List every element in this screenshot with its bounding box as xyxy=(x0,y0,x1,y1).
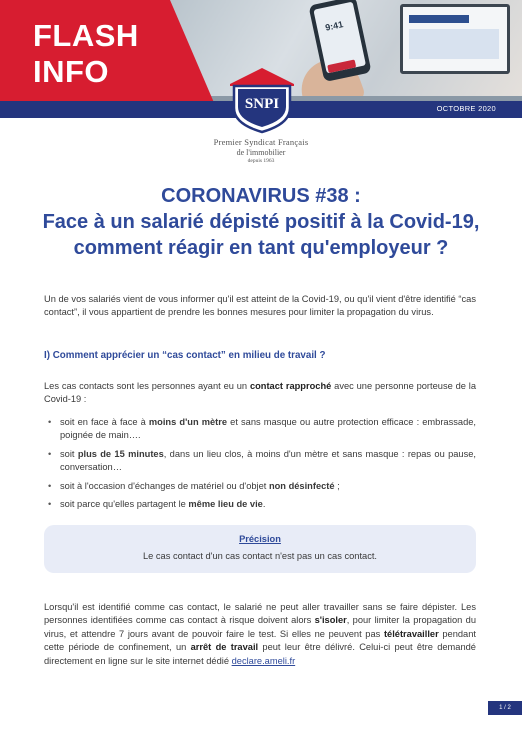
list-item: • soit à l'occasion d'échanges de matériel ou d'objet non désinfecté ; xyxy=(48,480,340,491)
list-item: • soit en face à face à moins d'un mètre et sans masque ou autre protection efficace : embrassade, poignée de main…. xyxy=(48,417,476,441)
precision-box xyxy=(44,525,476,573)
text-segment: Les cas contacts sont les personnes ayant eu un xyxy=(44,381,250,391)
tagline-line3: depuis 1963 xyxy=(247,158,275,164)
snpi-logo-icon xyxy=(222,62,302,134)
title-line1: CORONAVIRUS #38 : xyxy=(161,185,361,207)
logo-text: SNPI xyxy=(244,96,280,112)
tagline xyxy=(0,137,522,164)
issue-date: OCTOBRE 2020 xyxy=(436,104,496,113)
list-item: • soit parce qu'elles partagent le même lieu de vie. xyxy=(48,499,266,510)
intro-paragraph: Un de vos salariés vient de vous informer qu'il est atteint de la Covid-19, ou qu'il vient d'être identifié “cas contact”, il vous appartient de prendre les bonnes mesures pour limiter la propagation du virus. xyxy=(44,294,476,318)
ameli-link[interactable]: declare.ameli.fr xyxy=(231,655,296,666)
title-line3: comment réagir en tant qu'employeur ? xyxy=(73,237,449,259)
section-heading: I) Comment apprécier un “cas contact” en milieu de travail ? xyxy=(44,350,326,361)
precision-text: Le cas contact d'un cas contact n'est pas un cas contact. xyxy=(142,551,378,561)
precision-title: Précision xyxy=(239,534,281,544)
page-number: 1 / 2 xyxy=(488,701,522,715)
bullet-list xyxy=(48,416,476,516)
contact-definition xyxy=(44,380,476,407)
laptop-screen-image xyxy=(400,4,510,74)
tagline-line2: de l'immobilier xyxy=(236,148,286,157)
page-title xyxy=(0,183,522,261)
title-line2: Face à un salarié dépisté positif à la Covid-19, xyxy=(42,211,480,233)
list-item: • soit plus de 15 minutes, dans un lieu clos, à moins d'un mètre et sans masque : repas ou pause, conversation… xyxy=(48,448,476,473)
flash-line2: INFO xyxy=(33,54,110,89)
text-segment: avec une personne porteuse de la Covid-19 : xyxy=(44,381,477,405)
bold-segment: contact rapproché xyxy=(249,381,332,391)
isolation-paragraph: Lorsqu'il est identifié comme cas contact, le salarié ne peut aller travailler sans se faire dépister. Les personnes identifiées comme cas contact à risque doivent alors s'isoler, pour limiter la propagation du virus, et attendre 7 jours avant de pouvoir faire le test. Si elles ne peuvent pas télétravailler pendant cette période de confinement, un arrêt de travail peut leur être délivré. Celui-ci peut être demandé directement en ligne sur le site internet dédié declare.ameli.fr xyxy=(44,602,476,666)
flash-line1: FLASH xyxy=(33,18,139,53)
flash-info-title xyxy=(33,18,139,90)
phone-time: 9:41 xyxy=(324,19,345,33)
tagline-line1: Premier Syndicat Français xyxy=(213,137,309,147)
